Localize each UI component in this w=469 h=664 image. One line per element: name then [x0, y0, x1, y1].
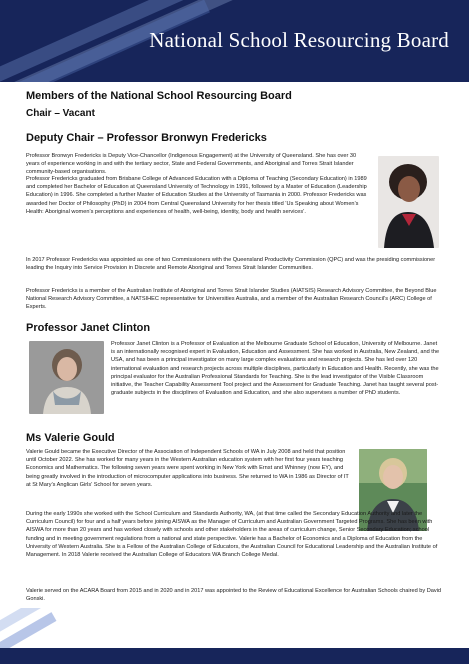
member-paragraph: Professor Bronwyn Fredericks is Deputy Vice-Chancellor (Indigenous Engagement) at the University of Queensland. She has over 30 years of experience working in and with the tertiary sector, State and Federal Governments, and Aboriginal and Torres Strait Islander community-based organisations. — [26, 153, 357, 176]
member-paragraph: Professor Fredericks graduated from Brisbane College of Advanced Education with a Diploma of Teaching (Secondary Education) in 1989 and completed her Bachelor of Education at Queensland University of Technology in 1991, followed by a Master of Education (Leadership Education) in 1996. She completed a further Master of Education Studies at the University of Tasmania in 2000. Professor Fredericks was awarded her Doctor of Philosophy (PhD) in 2004 from Central Queensland University for her thesis titled ‘Us Speaking about Women’s Health: Aboriginal women’s perceptions and experiences of health, well-being, identity, body and health services’. — [26, 176, 367, 215]
member-name-gould: Ms Valerie Gould — [26, 432, 115, 444]
member-name-fredericks: Deputy Chair – Professor Bronwyn Fredericks — [26, 132, 267, 144]
member-paragraph: Valerie served on the ACARA Board from 2015 and in 2020 and in 2017 was appointed to the Review of Educational Excellence for Australian Schools chaired by David Gonski. — [26, 588, 442, 603]
member-name-clinton: Professor Janet Clinton — [26, 322, 151, 334]
footer-stripe — [0, 648, 469, 664]
member-paragraph: During the early 1990s she worked with the School Curriculum and Standards Authority, WA, (at that time called the Secondary Education Authority and later the Curriculum Council) for four and a half years before joining AISWA as the Manager of Curriculum and Australian Government Targeted Programs. She has been with AISWA for more than 20 years and has worked closely with schools and other stakeholders in the areas of curriculum change, Senior Secondary Education; school funding and in meeting government regulations from a national and state perspective. Valerie has a Bachelor of Economics and a Diploma of Education from the University of Western Australia. She is a Fellow of the Australian College of Educators, the Australian Council for Educational Leadership and the Australian Institute of Management. In 2018 Valerie received the Australian College of Educators WA Branch College Medal. — [26, 511, 438, 559]
portrait-photo-clinton — [29, 341, 104, 414]
member-paragraph: Professor Fredericks is a member of the Australian Institute of Aboriginal and Torres Strait Islander Studies (AIATSIS) Research Advisory Committee, the Beyond Blue National Research Advisory Committee, a NATSIHEC representative for Universities Australia, and a member of the Australian Research Council’s (ARC) College of Experts. — [26, 288, 437, 311]
chair-heading: Chair – Vacant — [26, 108, 95, 119]
member-paragraph: Valerie Gould became the Executive Director of the Association of Independent Schools of WA in July 2008 and held that position until October 2022. She has worked for many years in the Western Australian education system with her first four years teaching Economics and Mathematics. The following seven years were spent working in New York with Ernst and Whinney (now EY), and being greatly involved in the introduction of microcomputer applications into business. She returned to WA in 1986 as Director of IT at St Mary’s Anglican Girls’ School for seven years. — [26, 449, 349, 488]
banner-title: National School Resourcing Board — [149, 28, 449, 52]
page-heading: Members of the National School Resourcing Board — [26, 90, 292, 102]
footer-decoration — [0, 608, 70, 648]
portrait-photo-fredericks — [378, 156, 439, 248]
member-paragraph: Professor Janet Clinton is a Professor of Evaluation at the Melbourne Graduate School of Education, University of Melbourne. Janet is an internationally recognised expert in Evaluation, Education and Assessment. She has worked in Australia, New Zealand, and the USA, and has been a principal investigator on many large complex evaluations and research projects. She has led over 120 international evaluation and research projects across multiple disciplines, particularly in Education and Health. Recently, she was the principal evaluator for the Australian Professional Standards for Teaching. She is the lead investigator of the Visible Classroom initiative, the Teacher Capability Assessment Tool project and the Assessment for Graduate Teaching. Janet has taught several post-graduate subjects in the disciplines of Evaluation and Education, and she also supervises a number of PhD students. — [111, 341, 440, 397]
member-paragraph: In 2017 Professor Fredericks was appointed as one of two Commissioners with the Queensland Productivity Commission (QPC) and was the presiding commissioner leading the Inquiry into Service Provision in Discrete and Remote Aboriginal and Torres Strait Islander Communities. — [26, 257, 436, 272]
header-banner — [0, 0, 469, 82]
